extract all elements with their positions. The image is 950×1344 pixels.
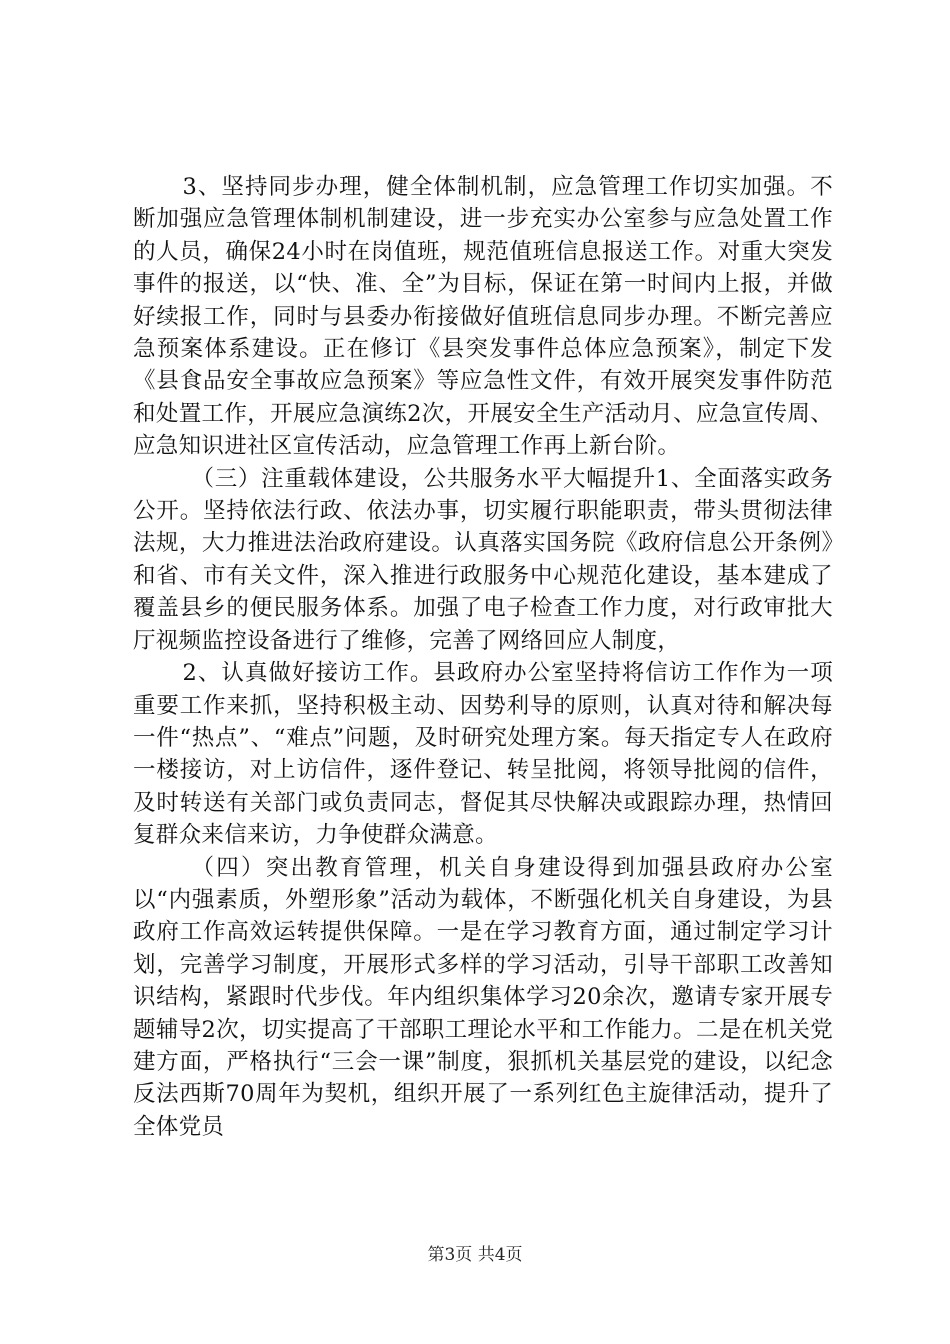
- page-number-footer: 第3页 共4页: [427, 1245, 523, 1265]
- paragraph-petition-reception: 2、认真做好接访工作。县政府办公室坚持将信访工作作为一项重要工作来抓，坚持积极主动、因势利导的原则，认真对待和解决每一件“热点”、“难点”问题，及时研究处理方案。每天指定专人在政府一楼接访，对上访信件，逐件登记、转呈批阅，将领导批阅的信件，及时转送有关部门或负责同志，督促其尽快解决或跟踪办理，热情回复群众来信来访，力争使群众满意。: [133, 660, 833, 849]
- paragraph-education-management: （四）突出教育管理，机关自身建设得到加强县政府办公室以“内强素质，外塑形象”活动为载体，不断强化机关自身建设，为县政府工作高效运转提供保障。一是在学习教育方面，通过制定学习计划，完善学习制度，开展形式多样的学习活动，引导干部职工改善知识结构，紧跟时代步伐。年内组织集体学习20余次，邀请专家开展专题辅导2次，切实提高了干部职工理论水平和工作能力。二是在机关党建方面，严格执行“三会一课”制度，狠抓机关基层党的建设，以纪念反法西斯70周年为契机，组织开展了一系列红色主旋律活动，提升了全体党员: [133, 854, 833, 1140]
- paragraph-emergency-management: 3、坚持同步办理，健全体制机制，应急管理工作切实加强。不断加强应急管理体制机制建设，进一步充实办公室参与应急处置工作的人员，确保24小时在岗值班，规范值班信息报送工作。对重大突发事件的报送，以“快、准、全”为目标，保证在第一时间内上报，并做好续报工作，同时与县委办衔接做好值班信息同步办理。不断完善应急预案体系建设。正在修订《县突发事件总体应急预案》，制定下发《县食品安全事故应急预案》等应急性文件，有效开展突发事件防范和处置工作，开展应急演练2次，开展安全生产活动月、应急宣传周、应急知识进社区宣传活动，应急管理工作再上新台阶。: [133, 174, 833, 460]
- paragraph-public-service: （三）注重载体建设，公共服务水平大幅提升1、全面落实政务公开。坚持依法行政、依法办事，切实履行职能职责，带头贯彻法律法规，大力推进法治政府建设。认真落实国务院《政府信息公开条例》和省、市有关文件，深入推进行政服务中心规范化建设，基本建成了覆盖县乡的便民服务体系。加强了电子检查工作力度，对行政审批大厅视频监控设备进行了维修，完善了网络回应人制度，: [133, 465, 833, 654]
- document-body: [133, 171, 833, 1143]
